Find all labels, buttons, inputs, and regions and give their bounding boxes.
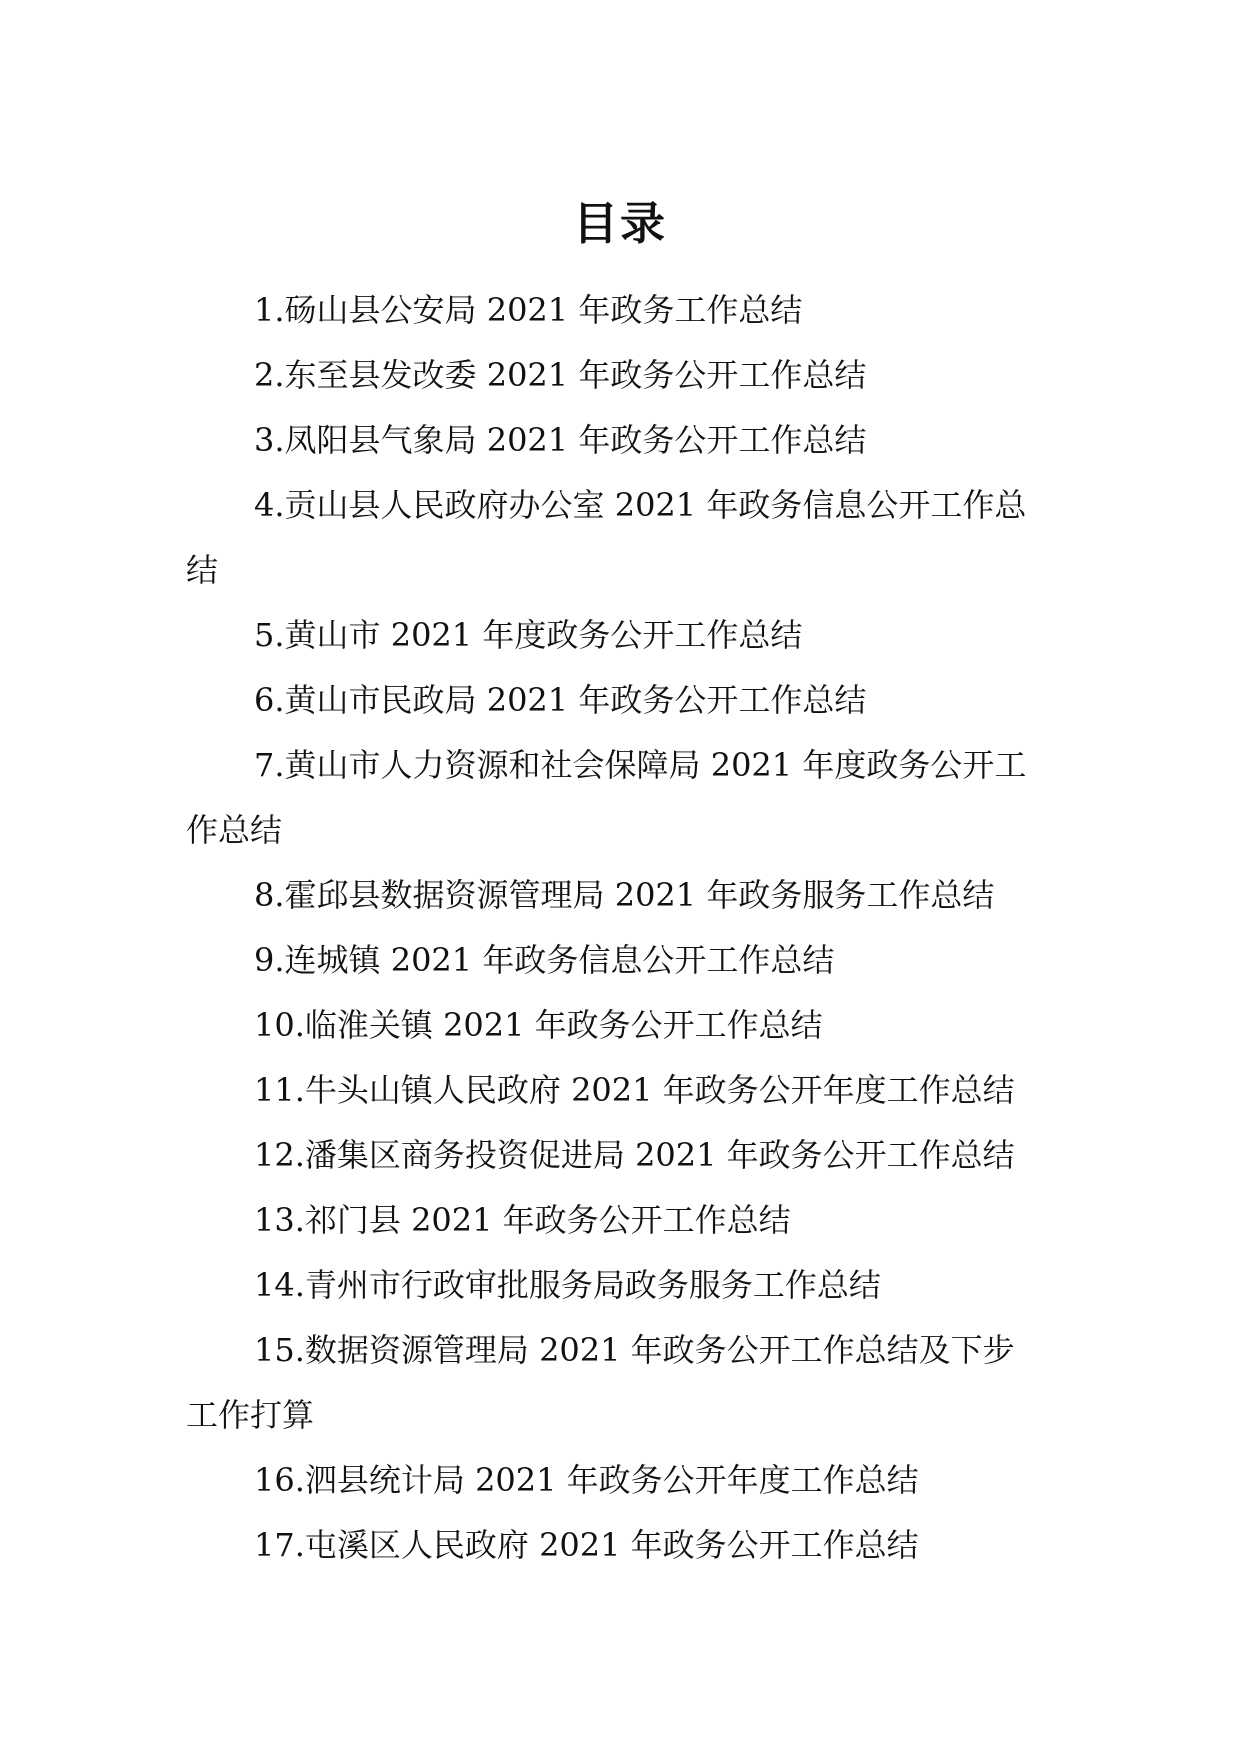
toc-entry-1: 1.砀山县公安局 2021 年政务工作总结 [254,291,803,329]
toc-entry-5: 5.黄山市 2021 年度政务公开工作总结 [254,616,803,654]
toc-entry-8: 8.霍邱县数据资源管理局 2021 年政务服务工作总结 [254,876,995,914]
toc-entry-12: 12.潘集区商务投资促进局 2021 年政务公开工作总结 [254,1136,1015,1174]
toc-entry-11: 11.牛头山镇人民政府 2021 年政务公开年度工作总结 [254,1071,1015,1109]
toc-list [186,278,1046,1578]
toc-entry-10: 10.临淮关镇 2021 年政务公开工作总结 [254,1006,823,1044]
toc-entry-17: 17.屯溪区人民政府 2021 年政务公开工作总结 [254,1526,919,1564]
toc-entry-7: 7.黄山市人力资源和社会保障局 2021 年度政务公开工作总结 [186,746,1027,849]
toc-entry-9: 9.连城镇 2021 年政务信息公开工作总结 [254,941,835,979]
toc-entry-6: 6.黄山市民政局 2021 年政务公开工作总结 [254,681,867,719]
toc-title: 目录 [572,197,667,250]
toc-entry-16: 16.泗县统计局 2021 年政务公开年度工作总结 [254,1461,919,1499]
toc-entry-14: 14.青州市行政审批服务局政务服务工作总结 [254,1266,881,1304]
toc-entry-4: 4.贡山县人民政府办公室 2021 年政务信息公开工作总结 [186,486,1027,589]
toc-entry-15: 15.数据资源管理局 2021 年政务公开工作总结及下步工作打算 [186,1331,1015,1434]
toc-entry-13: 13.祁门县 2021 年政务公开工作总结 [254,1201,791,1239]
toc-entry-3: 3.凤阳县气象局 2021 年政务公开工作总结 [254,421,867,459]
toc-entry-2: 2.东至县发改委 2021 年政务公开工作总结 [254,356,867,394]
